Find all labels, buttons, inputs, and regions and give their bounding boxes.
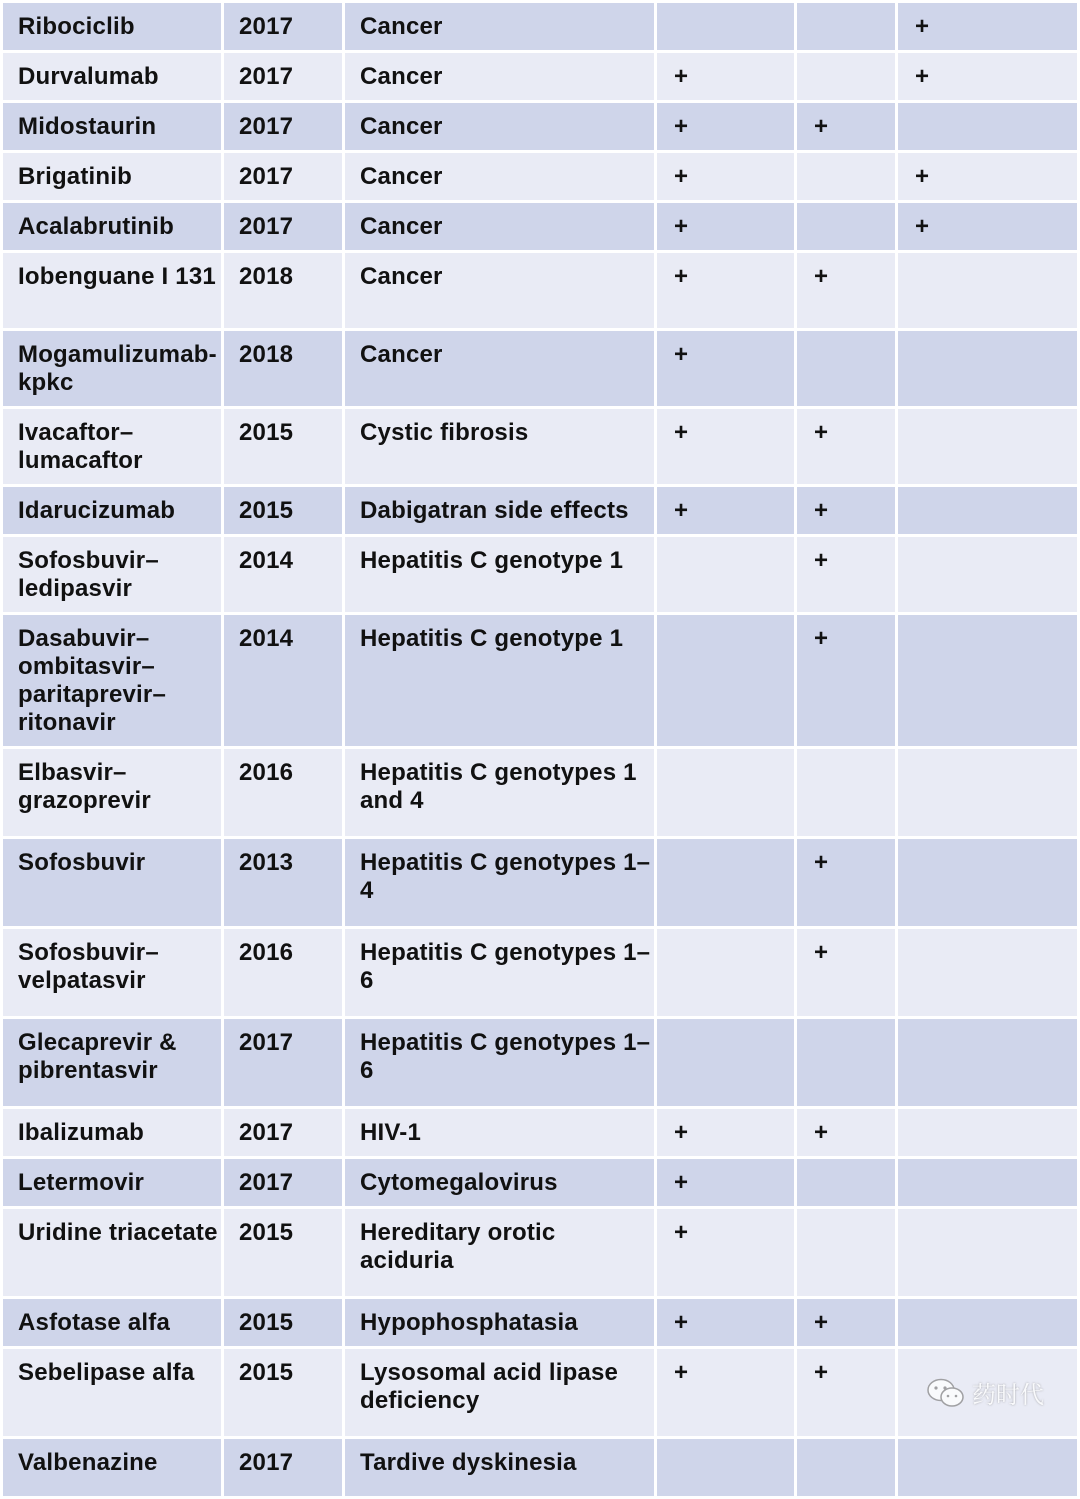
approval-year-cell: 2015 xyxy=(224,1299,342,1346)
criterion-2-cell xyxy=(797,53,895,100)
drug-name-cell: Sofosbuvir–ledipasvir xyxy=(3,537,221,612)
criterion-2-cell xyxy=(797,203,895,250)
drug-name-cell: Letermovir xyxy=(3,1159,221,1206)
indication-cell: Hepatitis C genotype 1 xyxy=(345,537,654,612)
indication-cell: Tardive dyskinesia xyxy=(345,1439,654,1496)
indication-cell: Cancer xyxy=(345,331,654,406)
criterion-1-cell: + xyxy=(657,1209,794,1296)
criterion-3-cell xyxy=(898,537,1077,612)
indication-cell: Cancer xyxy=(345,153,654,200)
table-body xyxy=(3,3,1077,1496)
criterion-1-cell: + xyxy=(657,487,794,534)
criterion-3-cell xyxy=(898,253,1077,328)
table-row xyxy=(3,537,1077,612)
indication-cell: Cytomegalovirus xyxy=(345,1159,654,1206)
approval-year-cell: 2017 xyxy=(224,203,342,250)
indication-cell: Hepatitis C genotypes 1 and 4 xyxy=(345,749,654,836)
approval-year-cell: 2017 xyxy=(224,1439,342,1496)
drug-name-cell: Valbenazine xyxy=(3,1439,221,1496)
drug-name-cell: Ibalizumab xyxy=(3,1109,221,1156)
approval-year-cell: 2017 xyxy=(224,1109,342,1156)
criterion-1-cell: + xyxy=(657,253,794,328)
indication-cell: Hereditary orotic aciduria xyxy=(345,1209,654,1296)
watermark-text: 药时代 xyxy=(972,1381,1044,1409)
criterion-2-cell xyxy=(797,1159,895,1206)
table-row xyxy=(3,929,1077,1016)
criterion-2-cell xyxy=(797,3,895,50)
approval-year-cell: 2017 xyxy=(224,1159,342,1206)
drug-name-cell: Sebelipase alfa xyxy=(3,1349,221,1436)
indication-cell: Hepatitis C genotypes 1–6 xyxy=(345,1019,654,1106)
criterion-3-cell xyxy=(898,1439,1077,1496)
criterion-2-cell xyxy=(797,1439,895,1496)
drug-name-cell: Glecaprevir & pibrentasvir xyxy=(3,1019,221,1106)
criterion-3-cell: + xyxy=(898,153,1077,200)
criterion-2-cell: + xyxy=(797,487,895,534)
approval-year-cell: 2015 xyxy=(224,409,342,484)
approval-year-cell: 2017 xyxy=(224,3,342,50)
drug-name-cell: Iobenguane I 131 xyxy=(3,253,221,328)
drug-name-cell: Uridine triacetate xyxy=(3,1209,221,1296)
table-row xyxy=(3,1439,1077,1496)
indication-cell: Cancer xyxy=(345,103,654,150)
table-row xyxy=(3,409,1077,484)
approval-year-cell: 2015 xyxy=(224,1209,342,1296)
indication-cell: Hepatitis C genotypes 1–6 xyxy=(345,929,654,1016)
drug-name-cell: Elbasvir–grazoprevir xyxy=(3,749,221,836)
criterion-3-cell xyxy=(898,749,1077,836)
table-row xyxy=(3,1349,1077,1436)
criterion-1-cell: + xyxy=(657,1159,794,1206)
drug-name-cell: Dasabuvir–ombitasvir–paritaprevir–ritonavir xyxy=(3,615,221,746)
criterion-3-cell xyxy=(898,839,1077,926)
criterion-3-cell xyxy=(898,929,1077,1016)
criterion-3-cell xyxy=(898,615,1077,746)
approval-year-cell: 2014 xyxy=(224,615,342,746)
criterion-2-cell: + xyxy=(797,409,895,484)
criterion-3-cell xyxy=(898,1109,1077,1156)
criterion-2-cell: + xyxy=(797,839,895,926)
indication-cell: Cancer xyxy=(345,253,654,328)
criterion-3-cell: + xyxy=(898,3,1077,50)
table-row xyxy=(3,53,1077,100)
criterion-1-cell: + xyxy=(657,1109,794,1156)
criterion-3-cell xyxy=(898,1209,1077,1296)
criterion-3-cell xyxy=(898,487,1077,534)
criterion-1-cell xyxy=(657,929,794,1016)
criterion-1-cell xyxy=(657,749,794,836)
criterion-1-cell: + xyxy=(657,53,794,100)
drug-name-cell: Brigatinib xyxy=(3,153,221,200)
table-row xyxy=(3,615,1077,746)
table-row xyxy=(3,3,1077,50)
criterion-1-cell: + xyxy=(657,1349,794,1436)
criterion-1-cell xyxy=(657,3,794,50)
criterion-1-cell: + xyxy=(657,203,794,250)
approval-year-cell: 2017 xyxy=(224,153,342,200)
criterion-2-cell: + xyxy=(797,1299,895,1346)
drug-name-cell: Sofosbuvir–velpatasvir xyxy=(3,929,221,1016)
criterion-2-cell: + xyxy=(797,1349,895,1436)
approval-year-cell: 2014 xyxy=(224,537,342,612)
table-row xyxy=(3,1299,1077,1346)
drug-name-cell: Durvalumab xyxy=(3,53,221,100)
criterion-2-cell xyxy=(797,331,895,406)
criterion-2-cell: + xyxy=(797,1109,895,1156)
indication-cell: Cancer xyxy=(345,203,654,250)
criterion-1-cell xyxy=(657,839,794,926)
criterion-1-cell: + xyxy=(657,331,794,406)
approval-year-cell: 2015 xyxy=(224,1349,342,1436)
criterion-3-cell: + xyxy=(898,203,1077,250)
indication-cell: HIV-1 xyxy=(345,1109,654,1156)
criterion-3-cell xyxy=(898,409,1077,484)
indication-cell: Lysosomal acid lipase deficiency xyxy=(345,1349,654,1436)
approval-year-cell: 2018 xyxy=(224,253,342,328)
criterion-2-cell: + xyxy=(797,103,895,150)
criterion-3-cell xyxy=(898,103,1077,150)
criterion-1-cell xyxy=(657,1439,794,1496)
table-row xyxy=(3,487,1077,534)
approval-year-cell: 2013 xyxy=(224,839,342,926)
table-row xyxy=(3,203,1077,250)
approval-year-cell: 2018 xyxy=(224,331,342,406)
approval-year-cell: 2017 xyxy=(224,103,342,150)
criterion-1-cell: + xyxy=(657,409,794,484)
indication-cell: Hypophosphatasia xyxy=(345,1299,654,1346)
indication-cell: Hepatitis C genotypes 1–4 xyxy=(345,839,654,926)
drug-name-cell: Acalabrutinib xyxy=(3,203,221,250)
criterion-2-cell: + xyxy=(797,615,895,746)
indication-cell: Cancer xyxy=(345,53,654,100)
criterion-2-cell xyxy=(797,1209,895,1296)
criterion-1-cell xyxy=(657,1019,794,1106)
table-row xyxy=(3,839,1077,926)
criterion-3-cell xyxy=(898,1019,1077,1106)
criterion-2-cell: + xyxy=(797,537,895,612)
indication-cell: Cystic fibrosis xyxy=(345,409,654,484)
approval-year-cell: 2017 xyxy=(224,53,342,100)
drug-name-cell: Ribociclib xyxy=(3,3,221,50)
indication-cell: Dabigatran side effects xyxy=(345,487,654,534)
criterion-2-cell xyxy=(797,749,895,836)
criterion-1-cell xyxy=(657,537,794,612)
table-row xyxy=(3,1109,1077,1156)
criterion-2-cell: + xyxy=(797,253,895,328)
drug-name-cell: Sofosbuvir xyxy=(3,839,221,926)
watermark xyxy=(926,1375,1044,1410)
criterion-1-cell: + xyxy=(657,1299,794,1346)
table-row xyxy=(3,153,1077,200)
criterion-3-cell xyxy=(898,331,1077,406)
table-row xyxy=(3,331,1077,406)
table-row xyxy=(3,749,1077,836)
criterion-1-cell xyxy=(657,615,794,746)
criterion-3-cell xyxy=(898,1159,1077,1206)
criterion-3-cell xyxy=(898,1299,1077,1346)
approval-year-cell: 2017 xyxy=(224,1019,342,1106)
drug-name-cell: Idarucizumab xyxy=(3,487,221,534)
criterion-2-cell xyxy=(797,153,895,200)
table-row xyxy=(3,103,1077,150)
table-row xyxy=(3,1019,1077,1106)
approval-year-cell: 2016 xyxy=(224,929,342,1016)
indication-cell: Cancer xyxy=(345,3,654,50)
criterion-1-cell: + xyxy=(657,153,794,200)
wechat-icon xyxy=(926,1377,966,1409)
drug-name-cell: Mogamulizumab-kpkc xyxy=(3,331,221,406)
drug-name-cell: Ivacaftor–lumacaftor xyxy=(3,409,221,484)
criterion-2-cell: + xyxy=(797,929,895,1016)
table-row xyxy=(3,253,1077,328)
approval-year-cell: 2016 xyxy=(224,749,342,836)
criterion-1-cell: + xyxy=(657,103,794,150)
table-row xyxy=(3,1209,1077,1296)
approval-year-cell: 2015 xyxy=(224,487,342,534)
criterion-3-cell: + xyxy=(898,53,1077,100)
indication-cell: Hepatitis C genotype 1 xyxy=(345,615,654,746)
table-row xyxy=(3,1159,1077,1206)
criterion-2-cell xyxy=(797,1019,895,1106)
drug-name-cell: Asfotase alfa xyxy=(3,1299,221,1346)
drug-name-cell: Midostaurin xyxy=(3,103,221,150)
